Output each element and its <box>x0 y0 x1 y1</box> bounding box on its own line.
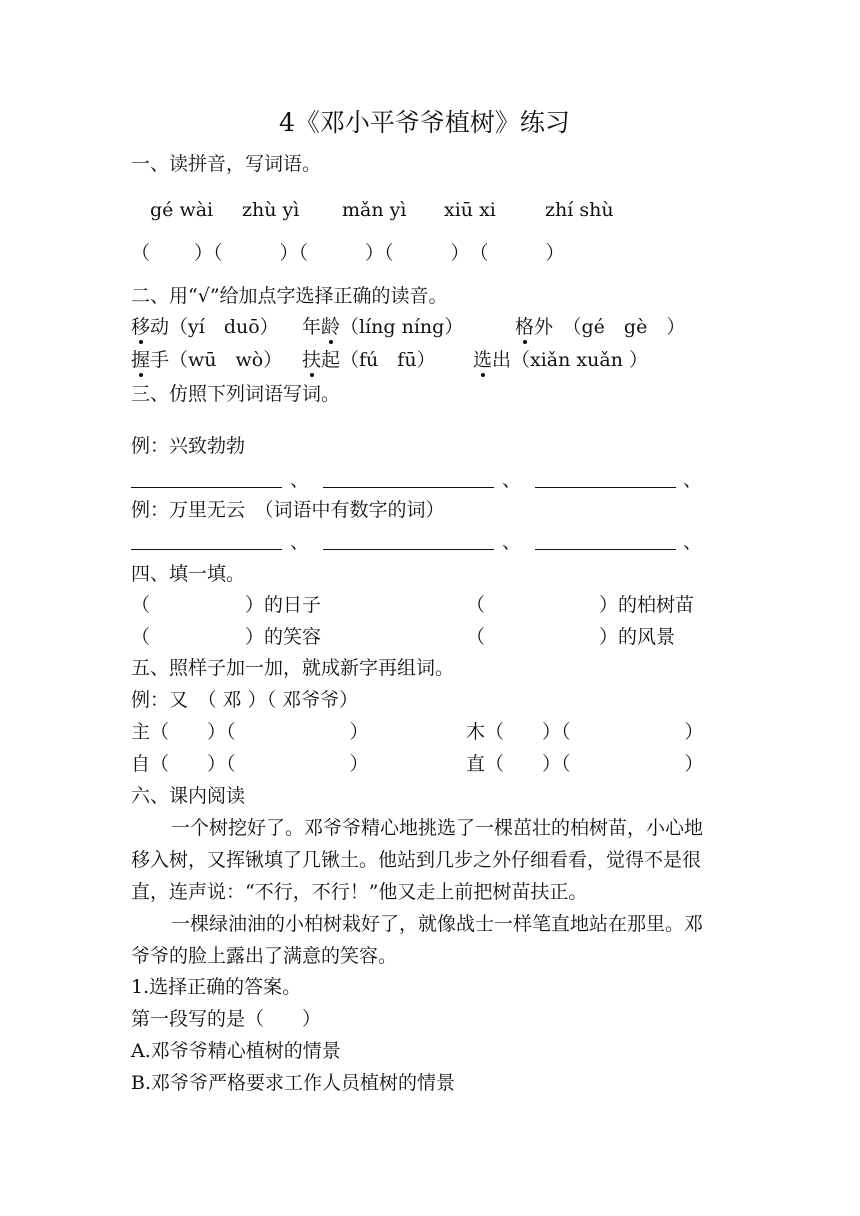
dotted-char: 扶 <box>302 349 322 371</box>
answer-blanks[interactable]: （ ）（ ）（ ）（ ） （ ） <box>131 242 565 264</box>
char-item[interactable]: 木（ ）（ ） <box>466 721 704 743</box>
separator: 、 <box>683 531 703 553</box>
passage-line: 直，连声说：“不行，不行！”他又走上前把树苗扶正。 <box>131 881 588 903</box>
pinyin-5: zhí shù <box>545 199 614 221</box>
option-b[interactable]: B.邓爷爷严格要求工作人员植树的情景 <box>131 1072 456 1094</box>
answer-line[interactable] <box>131 549 282 550</box>
answer-line[interactable] <box>323 549 494 550</box>
answer-line[interactable] <box>535 487 676 488</box>
dotted-char: 移 <box>131 316 151 338</box>
dotted-char: 格 <box>515 316 535 338</box>
answer-line[interactable] <box>535 549 676 550</box>
pronunciation-item[interactable]: 选出（xiǎn xuǎn ） <box>473 349 648 371</box>
dotted-char: 握 <box>131 349 151 371</box>
pinyin-2: zhù yì <box>242 199 300 221</box>
char-item[interactable]: 自（ ）（ ） <box>131 753 369 775</box>
section-2-heading: 二、用“√”给加点字选择正确的读音。 <box>131 285 448 307</box>
separator: 、 <box>683 469 703 491</box>
pinyin-1: gé wài <box>150 199 214 221</box>
answer-line[interactable] <box>131 487 282 488</box>
separator: 、 <box>290 469 310 491</box>
fill-item[interactable]: （ ）的风景 <box>466 626 676 648</box>
char-item[interactable]: 主（ ）（ ） <box>131 721 369 743</box>
page-title: 4《邓小平爷爷植树》练习 <box>279 108 570 137</box>
example-1: 例：兴致勃勃 <box>131 435 246 457</box>
char-item[interactable]: 直（ ）（ ） <box>466 753 704 775</box>
pronunciation-item[interactable]: 格外 （gé gè ） <box>515 316 686 338</box>
question-1a[interactable]: 第一段写的是（ ） <box>131 1008 322 1030</box>
section-6-heading: 六、课内阅读 <box>131 785 246 807</box>
pronunciation-item[interactable]: 扶起（fú fū） <box>302 349 436 371</box>
question-1: 1.选择正确的答案。 <box>131 976 302 998</box>
option-a[interactable]: A.邓爷爷精心植树的情景 <box>131 1040 341 1062</box>
passage-line: 一棵绿油油的小柏树栽好了，就像战士一样笔直地站在那里。邓 <box>171 913 704 935</box>
dotted-char: 龄 <box>321 316 341 338</box>
section-5-heading: 五、照样子加一加，就成新字再组词。 <box>131 657 455 679</box>
section-1-heading: 一、读拼音，写词语。 <box>131 153 322 175</box>
separator: 、 <box>502 469 522 491</box>
separator: 、 <box>290 531 310 553</box>
pinyin-4: xiū xi <box>444 199 496 221</box>
section-3-heading: 三、仿照下列词语写词。 <box>131 383 341 405</box>
passage-line: 一个树挖好了。邓爷爷精心地挑选了一棵茁壮的柏树苗，小心地 <box>171 817 704 839</box>
fill-item[interactable]: （ ）的日子 <box>131 594 322 616</box>
pronunciation-item[interactable]: 年龄（líng níng） <box>302 316 464 338</box>
passage-line: 爷爷的脸上露出了满意的笑容。 <box>131 945 398 967</box>
fill-item[interactable]: （ ）的柏树苗 <box>466 594 695 616</box>
separator: 、 <box>502 531 522 553</box>
dotted-char: 选 <box>473 349 493 371</box>
fill-item[interactable]: （ ）的笑容 <box>131 626 322 648</box>
example-2: 例：万里无云 （词语中有数字的词） <box>131 499 445 521</box>
passage-line: 移入树，又挥锹填了几锹土。他站到几步之外仔细看看，觉得不是很 <box>131 849 702 871</box>
section-5-example: 例：又 （ 邓 ）（ 邓爷爷） <box>131 689 359 711</box>
pronunciation-item[interactable]: 移动（yí duō） <box>131 316 279 338</box>
pinyin-3: mǎn yì <box>342 199 407 221</box>
section-4-heading: 四、填一填。 <box>131 563 246 585</box>
pronunciation-item[interactable]: 握手（wū wò） <box>131 349 283 371</box>
answer-line[interactable] <box>323 487 494 488</box>
